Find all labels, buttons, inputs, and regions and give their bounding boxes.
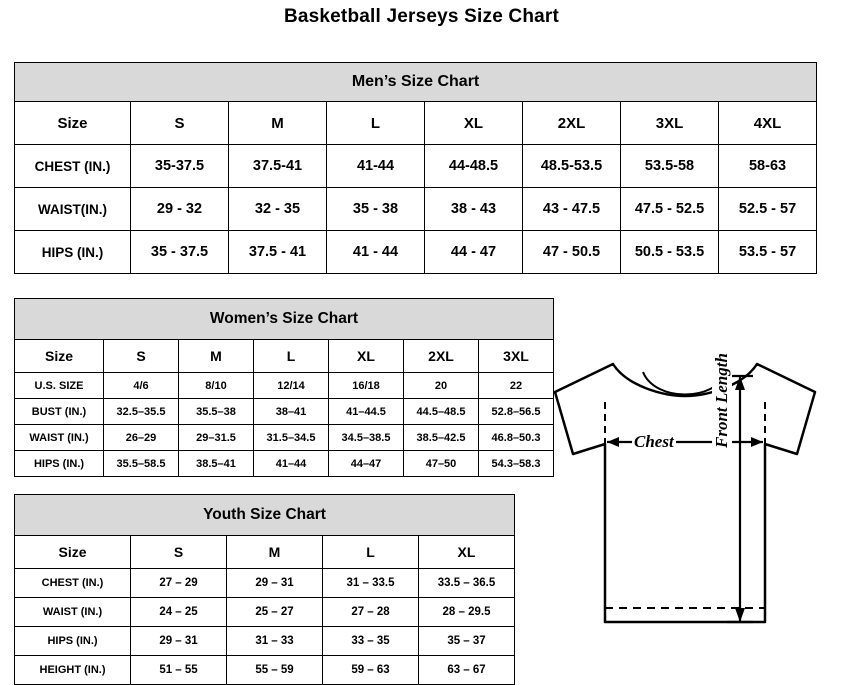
cell-hips-2xl: 47–50 [404,451,479,477]
cell-chest-l: 31 – 33.5 [323,569,419,598]
cell-hips-l: 41–44 [254,451,329,477]
page-title: Basketball Jerseys Size Chart [283,6,560,27]
cell-hips-2xl: 47 - 50.5 [523,231,621,274]
column-header-3xl: 3XL [479,340,554,373]
cell-us-size-m: 8/10 [179,373,254,399]
column-header-xl: XL [419,536,515,569]
row-label-hips: HIPS (IN.) [15,627,131,656]
cell-waist-xl: 28 – 29.5 [419,598,515,627]
womens-chart-caption: Women’s Size Chart [15,299,554,340]
cell-hips-m: 37.5 - 41 [229,231,327,274]
cell-waist-xl: 34.5–38.5 [329,425,404,451]
table-header-row [15,536,515,569]
cell-bust-2xl: 44.5–48.5 [404,399,479,425]
column-header-2xl: 2XL [523,102,621,145]
table-header-row [15,102,817,145]
cell-waist-m: 32 - 35 [229,188,327,231]
cell-us-size-s: 4/6 [104,373,179,399]
cell-hips-4xl: 53.5 - 57 [719,231,817,274]
cell-chest-xl: 44-48.5 [425,145,523,188]
row-label-waist: WAIST (IN.) [15,425,104,451]
row-label-chest: CHEST (IN.) [15,569,131,598]
cell-waist-s: 26–29 [104,425,179,451]
cell-chest-l: 41-44 [327,145,425,188]
mens-size-chart-table [14,62,817,274]
cell-hips-l: 41 - 44 [327,231,425,274]
cell-hips-s: 29 – 31 [131,627,227,656]
cell-hips-xl: 44–47 [329,451,404,477]
column-header-s: S [104,340,179,373]
cell-hips-xl: 44 - 47 [425,231,523,274]
cell-height-xl: 63 – 67 [419,656,515,685]
table-row [15,569,515,598]
table-caption-row [15,495,515,536]
cell-waist-s: 24 – 25 [131,598,227,627]
cell-height-s: 51 – 55 [131,656,227,685]
cell-chest-s: 27 – 29 [131,569,227,598]
table-row [15,656,515,685]
cell-hips-m: 31 – 33 [227,627,323,656]
table-row [15,425,554,451]
youth-chart-caption: Youth Size Chart [15,495,515,536]
cell-height-m: 55 – 59 [227,656,323,685]
cell-waist-l: 31.5–34.5 [254,425,329,451]
mens-chart-caption: Men’s Size Chart [15,63,817,102]
front-length-label: Front Length [712,353,731,448]
cell-chest-m: 29 – 31 [227,569,323,598]
cell-hips-s: 35 - 37.5 [131,231,229,274]
shirt-body-path [555,364,815,622]
column-header-s: S [131,536,227,569]
row-label-us-size: U.S. SIZE [15,373,104,399]
cell-height-l: 59 – 63 [323,656,419,685]
column-header-m: M [227,536,323,569]
table-row [15,188,817,231]
cell-waist-xl: 38 - 43 [425,188,523,231]
cell-bust-s: 32.5–35.5 [104,399,179,425]
table-row [15,231,817,274]
cell-hips-l: 33 – 35 [323,627,419,656]
cell-us-size-2xl: 20 [404,373,479,399]
youth-size-chart-table [14,494,515,685]
column-header-l: L [323,536,419,569]
column-header-4xl: 4XL [719,102,817,145]
table-row [15,598,515,627]
row-label-height: HEIGHT (IN.) [15,656,131,685]
table-row [15,451,554,477]
column-header-m: M [229,102,327,145]
cell-chest-s: 35-37.5 [131,145,229,188]
cell-hips-s: 35.5–58.5 [104,451,179,477]
column-header-2xl: 2XL [404,340,479,373]
cell-waist-l: 27 – 28 [323,598,419,627]
table-header-row [15,340,554,373]
column-header-3xl: 3XL [621,102,719,145]
cell-us-size-l: 12/14 [254,373,329,399]
row-label-hips: HIPS (IN.) [15,451,104,477]
cell-hips-3xl: 54.3–58.3 [479,451,554,477]
cell-chest-4xl: 58-63 [719,145,817,188]
cell-waist-4xl: 52.5 - 57 [719,188,817,231]
column-header-m: M [179,340,254,373]
tshirt-outline-icon [535,350,835,670]
cell-hips-m: 38.5–41 [179,451,254,477]
cell-waist-s: 29 - 32 [131,188,229,231]
cell-bust-l: 38–41 [254,399,329,425]
cell-bust-m: 35.5–38 [179,399,254,425]
row-label-bust: BUST (IN.) [15,399,104,425]
row-label-hips: HIPS (IN.) [15,231,131,274]
column-header-size: Size [15,340,104,373]
cell-waist-3xl: 46.8–50.3 [479,425,554,451]
chest-label: Chest [634,432,674,451]
cell-waist-l: 35 - 38 [327,188,425,231]
table-caption-row [15,63,817,102]
row-label-waist: WAIST(IN.) [15,188,131,231]
cell-waist-m: 29–31.5 [179,425,254,451]
cell-waist-3xl: 47.5 - 52.5 [621,188,719,231]
cell-chest-3xl: 53.5-58 [621,145,719,188]
column-header-s: S [131,102,229,145]
jersey-measurement-diagram [535,350,835,670]
cell-waist-2xl: 38.5–42.5 [404,425,479,451]
cell-hips-xl: 35 – 37 [419,627,515,656]
cell-bust-3xl: 52.8–56.5 [479,399,554,425]
column-header-size: Size [15,536,131,569]
womens-size-chart-table [14,298,554,477]
table-row [15,627,515,656]
table-row [15,145,817,188]
column-header-xl: XL [329,340,404,373]
cell-us-size-3xl: 22 [479,373,554,399]
column-header-size: Size [15,102,131,145]
cell-chest-2xl: 48.5-53.5 [523,145,621,188]
column-header-l: L [254,340,329,373]
cell-waist-m: 25 – 27 [227,598,323,627]
cell-us-size-xl: 16/18 [329,373,404,399]
cell-chest-xl: 33.5 – 36.5 [419,569,515,598]
cell-waist-2xl: 43 - 47.5 [523,188,621,231]
cell-bust-xl: 41–44.5 [329,399,404,425]
row-label-waist: WAIST (IN.) [15,598,131,627]
table-row [15,373,554,399]
table-caption-row [15,299,554,340]
cell-hips-3xl: 50.5 - 53.5 [621,231,719,274]
column-header-xl: XL [425,102,523,145]
column-header-l: L [327,102,425,145]
row-label-chest: CHEST (IN.) [15,145,131,188]
table-row [15,399,554,425]
cell-chest-m: 37.5-41 [229,145,327,188]
